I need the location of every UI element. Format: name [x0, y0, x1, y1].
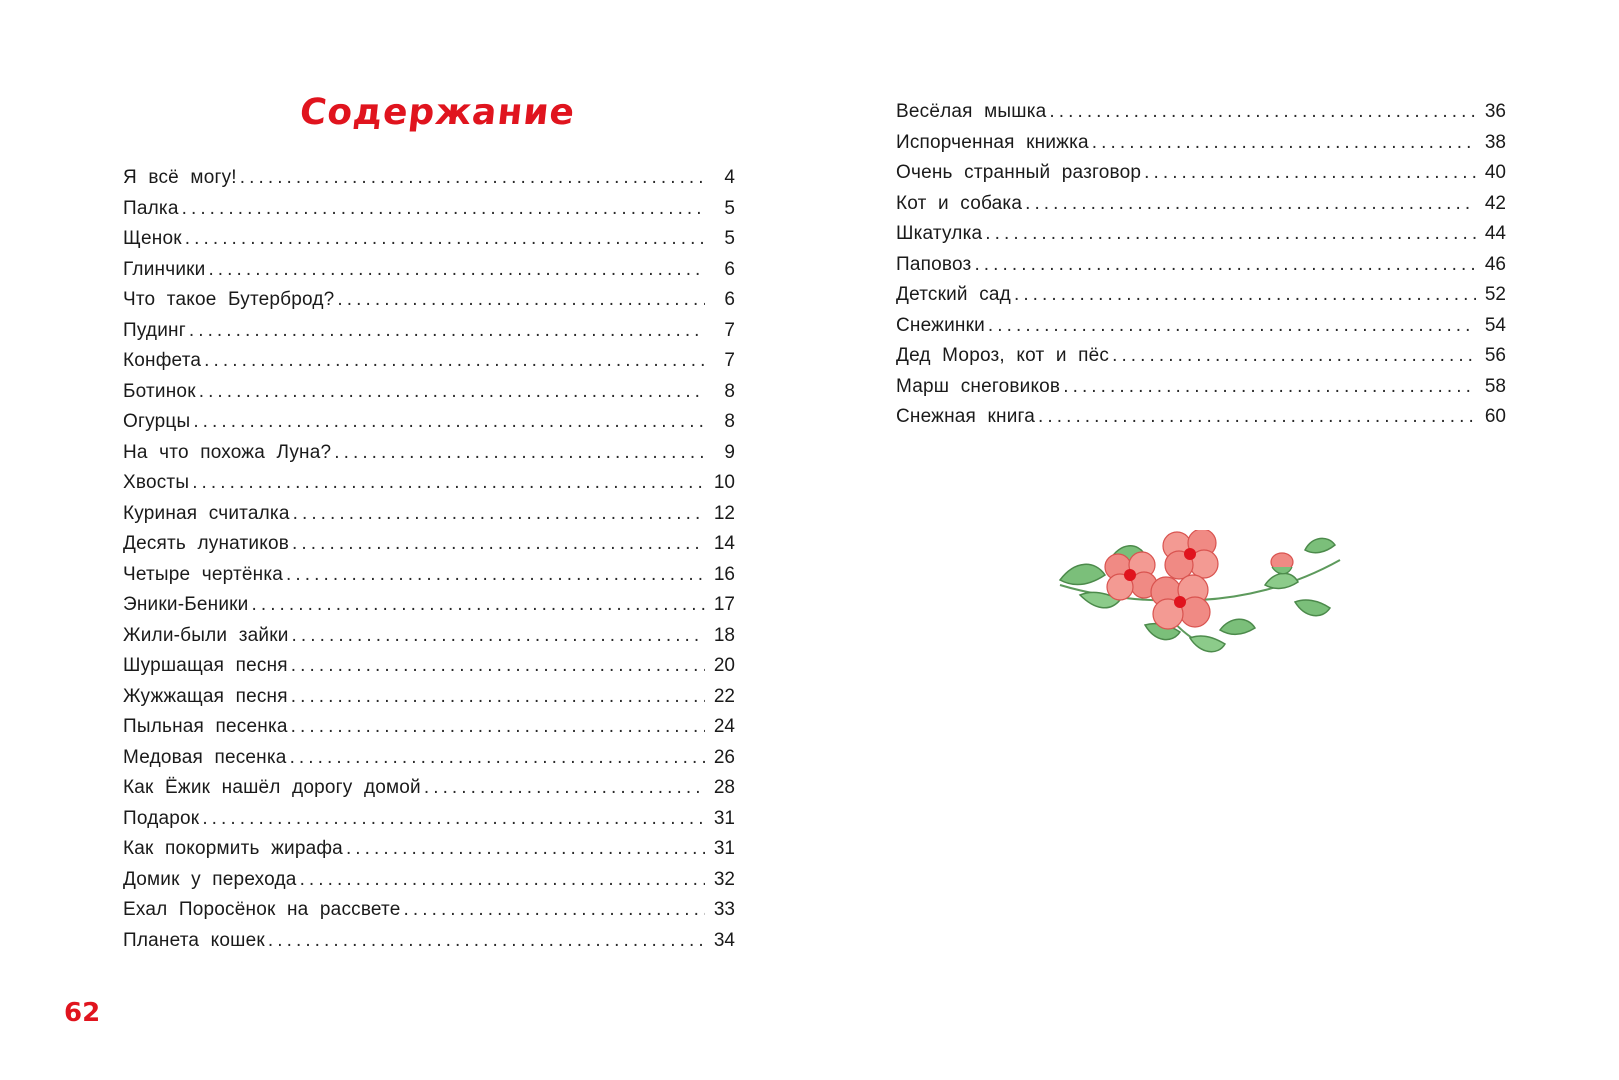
toc-dot-leader	[202, 804, 705, 835]
toc-entry-page: 56	[1484, 345, 1506, 366]
toc-entry-title: Пыльная песенка	[123, 716, 288, 737]
toc-entry-title: Десять лунатиков	[123, 533, 290, 554]
toc-entry	[896, 341, 1506, 372]
toc-dot-leader	[290, 743, 705, 774]
toc-entry	[123, 316, 735, 347]
toc-entry	[896, 280, 1506, 311]
toc-dot-leader	[293, 499, 705, 530]
toc-entry-title: Жужжащая песня	[123, 685, 288, 707]
toc-entry	[896, 158, 1506, 189]
toc-dot-leader	[189, 316, 705, 347]
toc-dot-leader	[182, 194, 705, 225]
toc-entry-title: Конфета	[123, 350, 202, 371]
toc-entry-title: Шкатулка	[896, 223, 983, 244]
toc-entry	[896, 128, 1506, 159]
toc-entry-title: Паповоз	[896, 253, 972, 275]
toc-entry-page: 34	[713, 929, 735, 951]
toc-dot-leader	[185, 224, 705, 255]
toc-entry-title: Снежинки	[896, 314, 985, 336]
toc-entry-title: Палка	[123, 197, 179, 219]
toc-entry-title: Ботинок	[123, 380, 196, 402]
toc-entry	[123, 194, 735, 225]
toc-dot-leader	[974, 250, 1476, 281]
toc-entry-page: 31	[713, 838, 735, 859]
toc-dot-leader	[300, 865, 705, 896]
toc-dot-leader	[1092, 128, 1476, 159]
toc-dot-leader	[985, 219, 1476, 250]
toc-entry-title: Четыре чертёнка	[123, 563, 284, 585]
toc-entry-page: 5	[724, 197, 735, 219]
toc-dot-leader	[292, 529, 705, 560]
toc-entry-page: 28	[713, 777, 735, 798]
toc-dot-leader	[1112, 341, 1476, 372]
toc-entry-title: Пудинг	[123, 319, 186, 341]
toc-entry-title: Что такое Бутерброд?	[123, 289, 335, 310]
toc-entry-page: 7	[724, 350, 735, 371]
page-number: 62	[64, 998, 101, 1028]
toc-dot-leader	[291, 682, 705, 713]
toc-entry-title: Планета кошек	[123, 929, 265, 951]
toc-dot-leader	[251, 590, 705, 621]
toc-entry-title: Шуршащая песня	[123, 655, 288, 676]
toc-entry	[896, 189, 1506, 220]
toc-entry	[123, 895, 735, 926]
toc-entry-title: Огурцы	[123, 411, 191, 432]
toc-entry-title: Испорченная книжка	[896, 131, 1089, 153]
toc-dot-leader	[1144, 158, 1476, 189]
toc-entry-title: Детский сад	[896, 284, 1011, 305]
toc-entry	[123, 621, 735, 652]
toc-entry-title: Глинчики	[123, 258, 206, 280]
toc-dot-leader	[291, 651, 705, 682]
toc-entry-page: 6	[724, 289, 735, 310]
toc-entry	[123, 712, 735, 743]
toc-entry	[123, 163, 735, 194]
toc-entry-title: Жили-были зайки	[123, 624, 289, 646]
toc-dot-leader	[404, 895, 705, 926]
toc-entry-title: Снежная книга	[896, 406, 1036, 427]
toc-entry-title: Как Ёжик нашёл дорогу домой	[123, 777, 421, 798]
toc-entry-title: Я всё могу!	[123, 167, 237, 188]
page-title: Содержание	[297, 92, 578, 133]
toc-entry	[123, 499, 735, 530]
toc-entry-title: Домик у перехода	[123, 868, 297, 890]
toc-entry	[123, 346, 735, 377]
toc-entry	[123, 651, 735, 682]
toc-entry	[896, 250, 1506, 281]
toc-entry	[123, 468, 735, 499]
toc-entry	[123, 529, 735, 560]
toc-entry-page: 38	[1484, 131, 1506, 153]
toc-dot-leader	[988, 311, 1476, 342]
toc-entry	[123, 834, 735, 865]
toc-right-column	[896, 97, 1506, 433]
toc-entry	[896, 311, 1506, 342]
toc-entry-title: Ехал Поросёнок на рассвете	[123, 899, 401, 920]
toc-entry-page: 22	[713, 685, 735, 707]
toc-dot-leader	[1025, 189, 1476, 220]
toc-entry-page: 6	[724, 258, 735, 280]
toc-entry	[123, 255, 735, 286]
toc-entry-page: 54	[1484, 314, 1506, 336]
toc-dot-leader	[1038, 402, 1476, 433]
toc-entry-page: 52	[1484, 284, 1506, 305]
toc-dot-leader	[193, 407, 705, 438]
toc-entry	[123, 926, 735, 957]
toc-entry-title: Весёлая мышка	[896, 101, 1047, 122]
toc-entry-title: Кот и собака	[896, 192, 1023, 214]
toc-dot-leader	[1014, 280, 1476, 311]
toc-dot-leader	[346, 834, 705, 865]
toc-entry	[896, 402, 1506, 433]
toc-dot-leader	[424, 773, 705, 804]
toc-dot-leader	[199, 377, 705, 408]
toc-entry-page: 58	[1484, 375, 1506, 397]
toc-entry	[896, 97, 1506, 128]
toc-entry	[123, 407, 735, 438]
toc-entry-page: 14	[713, 533, 735, 554]
toc-entry-title: Очень странный разговор	[896, 162, 1142, 183]
toc-entry	[123, 560, 735, 591]
toc-entry-title: Хвосты	[123, 472, 190, 493]
toc-entry-page: 9	[724, 441, 735, 463]
toc-entry	[896, 372, 1506, 403]
toc-entry-title: Дед Мороз, кот и пёс	[896, 345, 1110, 366]
toc-entry-title: Эники-Беники	[123, 594, 249, 615]
toc-entry-page: 10	[713, 472, 735, 493]
toc-entry-title: Как покормить жирафа	[123, 838, 343, 859]
toc-entry-page: 60	[1484, 406, 1506, 427]
toc-entry-title: На что похожа Луна?	[123, 441, 332, 463]
toc-entry-page: 42	[1484, 192, 1506, 214]
toc-entry-page: 40	[1484, 162, 1506, 183]
toc-entry-page: 36	[1484, 101, 1506, 122]
toc-entry-page: 17	[713, 594, 735, 615]
toc-entry	[123, 773, 735, 804]
toc-dot-leader	[334, 438, 705, 469]
toc-entry-page: 44	[1484, 223, 1506, 244]
toc-entry-page: 32	[713, 868, 735, 890]
toc-entry-page: 16	[713, 563, 735, 585]
toc-entry-page: 12	[713, 502, 735, 524]
toc-dot-leader	[1049, 97, 1476, 128]
toc-entry-title: Подарок	[123, 807, 200, 829]
toc-dot-leader	[240, 163, 705, 194]
toc-entry	[123, 285, 735, 316]
toc-dot-leader	[292, 621, 705, 652]
toc-entry-title: Щенок	[123, 228, 182, 249]
toc-entry-page: 26	[713, 746, 735, 768]
toc-entry-page: 7	[724, 319, 735, 341]
toc-entry-page: 24	[713, 716, 735, 737]
toc-entry-page: 4	[724, 167, 735, 188]
toc-entry	[123, 377, 735, 408]
toc-entry-page: 20	[713, 655, 735, 676]
toc-entry-page: 8	[724, 380, 735, 402]
toc-entry	[123, 590, 735, 621]
toc-entry-page: 18	[713, 624, 735, 646]
toc-dot-leader	[1063, 372, 1476, 403]
toc-entry-page: 5	[724, 228, 735, 249]
toc-dot-leader	[208, 255, 705, 286]
toc-entry	[896, 219, 1506, 250]
toc-entry-title: Медовая песенка	[123, 746, 287, 768]
toc-entry-page: 46	[1484, 253, 1506, 275]
toc-entry-page: 8	[724, 411, 735, 432]
toc-entry	[123, 224, 735, 255]
toc-entry-title: Куриная считалка	[123, 502, 290, 524]
toc-dot-leader	[268, 926, 705, 957]
toc-entry	[123, 438, 735, 469]
toc-dot-leader	[204, 346, 705, 377]
rose-branch-icon	[1050, 530, 1350, 660]
toc-entry-page: 31	[713, 807, 735, 829]
toc-dot-leader	[337, 285, 705, 316]
toc-entry-page: 33	[713, 899, 735, 920]
toc-dot-leader	[192, 468, 705, 499]
toc-dot-leader	[286, 560, 705, 591]
toc-entry	[123, 865, 735, 896]
toc-entry-title: Марш снеговиков	[896, 375, 1061, 397]
toc-entry	[123, 682, 735, 713]
toc-dot-leader	[291, 712, 705, 743]
toc-entry	[123, 743, 735, 774]
toc-left-column	[123, 163, 735, 956]
toc-entry	[123, 804, 735, 835]
